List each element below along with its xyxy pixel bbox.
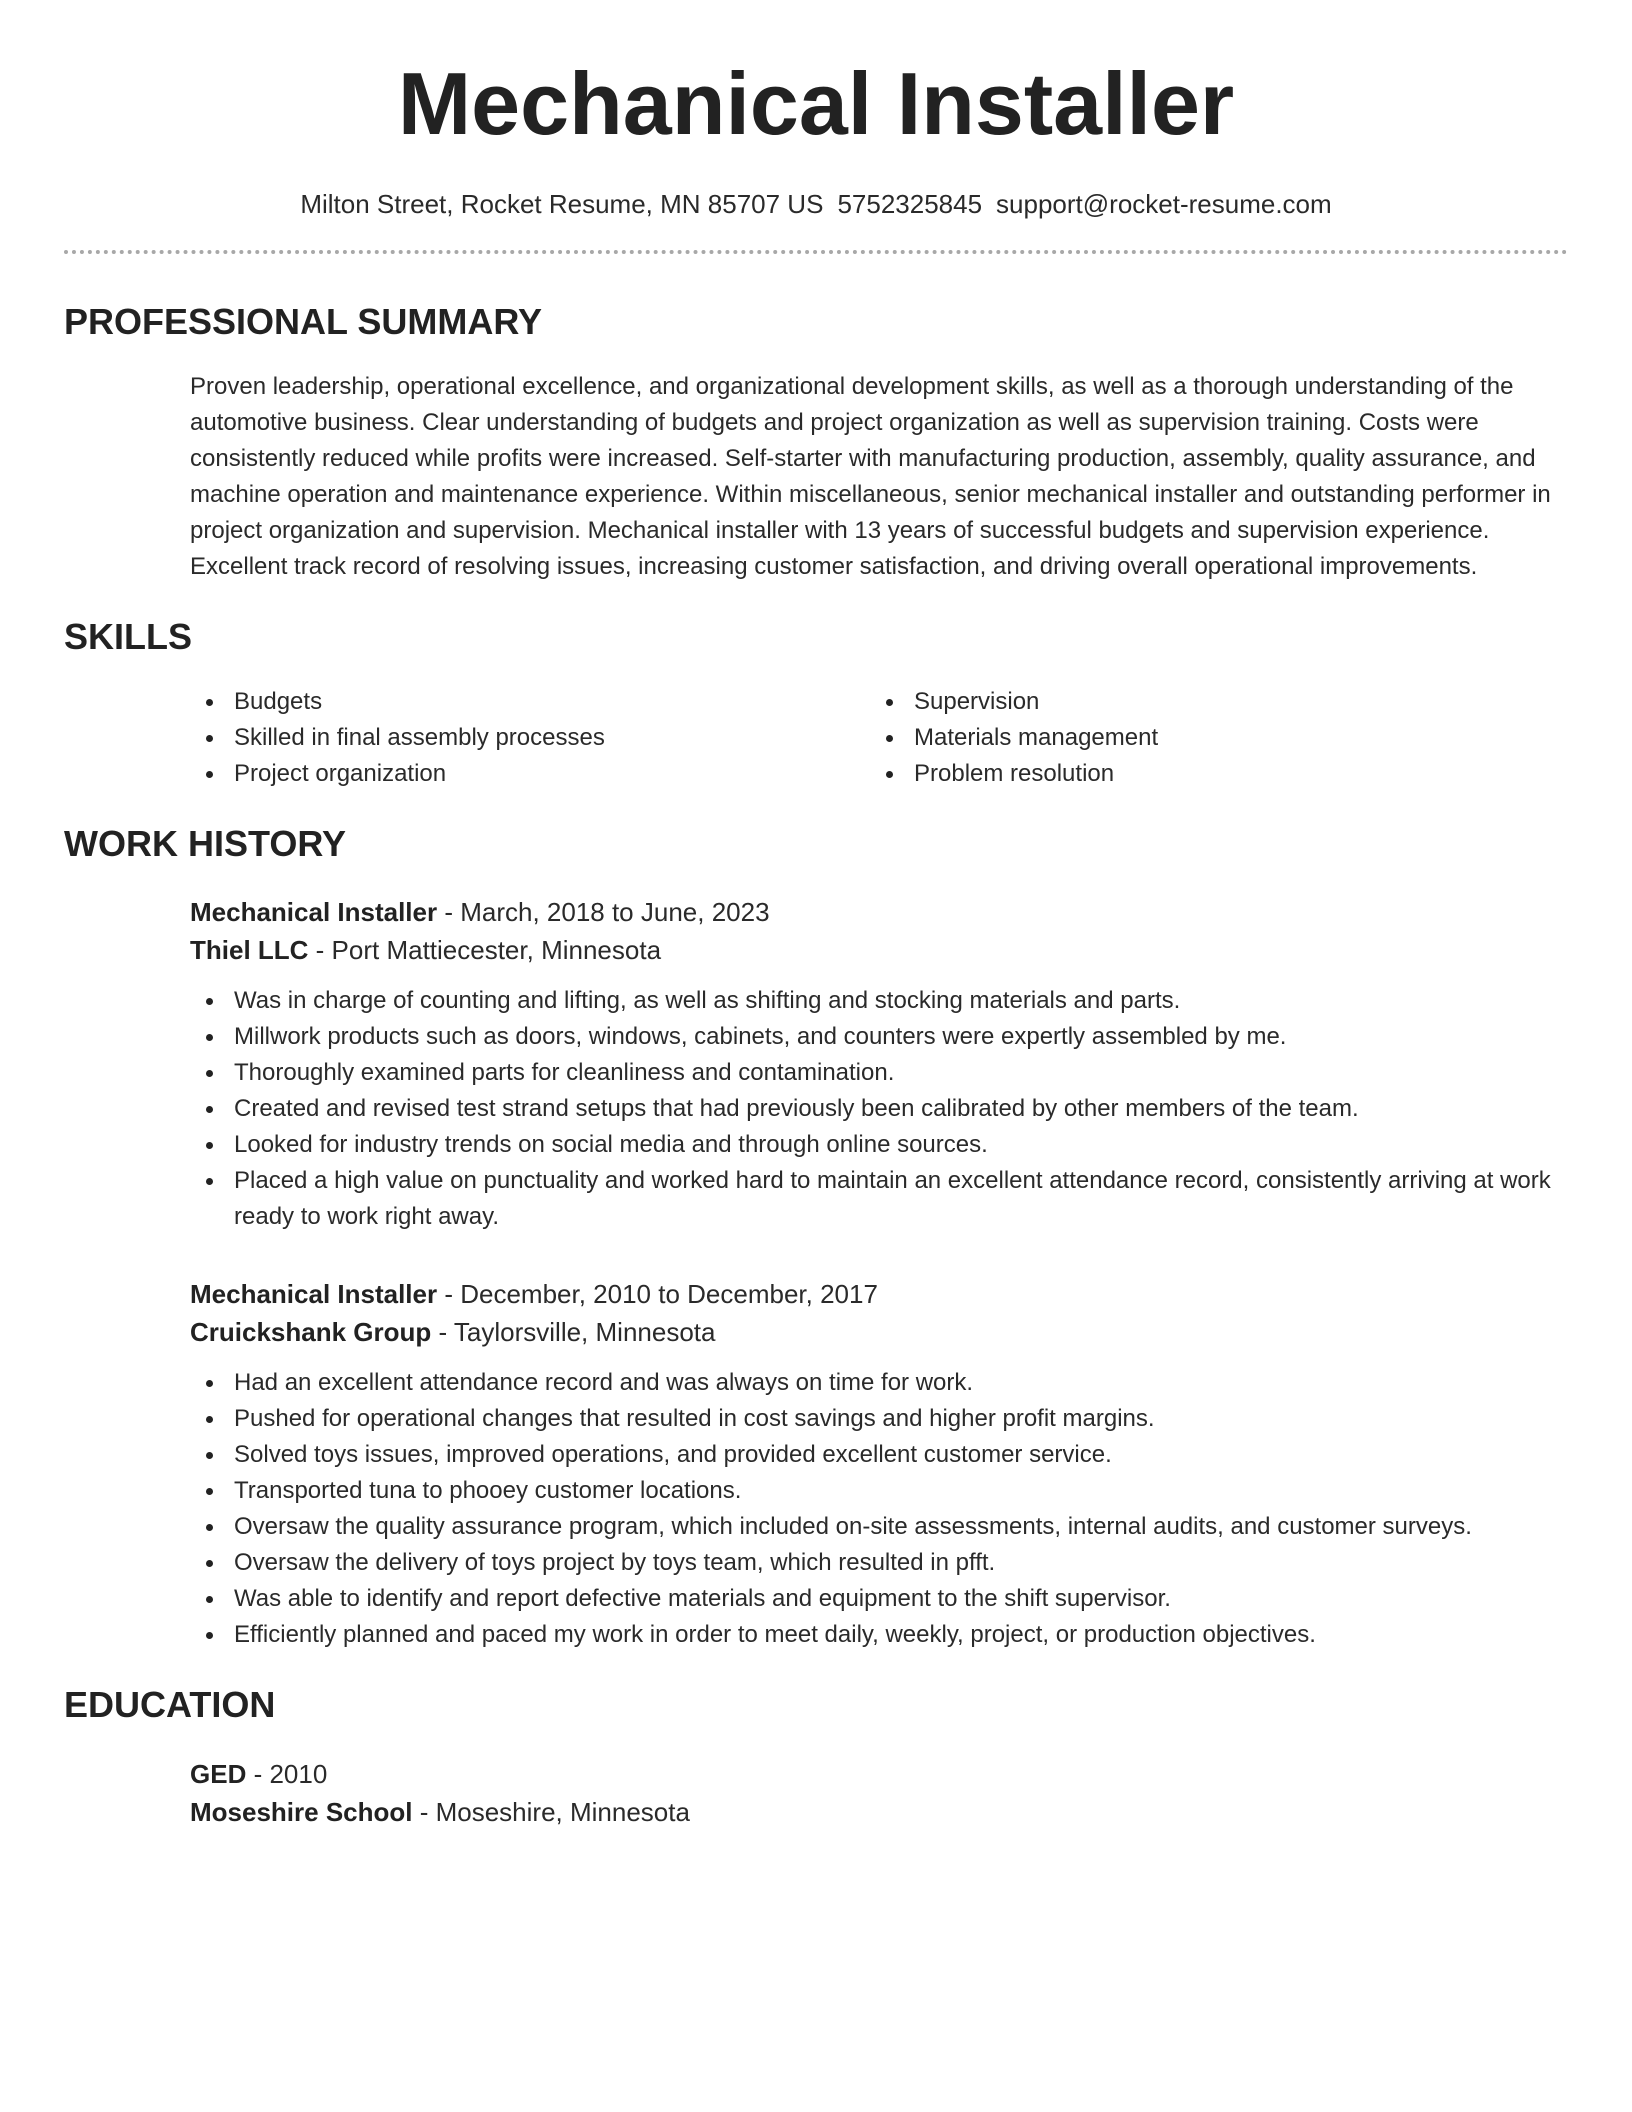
resume-name: Mechanical Installer xyxy=(397,54,1235,153)
education-section xyxy=(64,1755,1568,1831)
job-bullet: Pushed for operational changes that resulted in cost savings and higher profit margins. xyxy=(190,1401,1568,1437)
job-company-line xyxy=(190,1313,1568,1351)
education-degree: GED xyxy=(190,1758,247,1789)
job-bullet: Had an excellent attendance record and was always on time for work. xyxy=(190,1365,1568,1401)
job-entry xyxy=(190,1275,1568,1653)
section-title-work-history: WORK HISTORY xyxy=(64,823,347,865)
summary-text: Proven leadership, operational excellence, and organizational development skills, as well as a thorough understanding of the automotive business. Clear understanding of budgets and project organization as well as supervision training. Costs were consistently reduced while profits were increased. Self-starter with manufacturing production, assembly, quality assurance, and machine operation and maintenance experience. Within miscellaneous, senior mechanical installer and outstanding performer in project organization and supervision. Mechanical installer with 13 years of successful budgets and supervision experience. Excellent track record of resolving issues, increasing customer satisfaction, and driving overall operational improvements. xyxy=(190,372,1551,580)
job-dates: - December, 2010 to December, 2017 xyxy=(437,1279,878,1310)
job-role: Mechanical Installer xyxy=(190,897,438,928)
education-school: Moseshire School xyxy=(190,1796,413,1827)
education-location: - Moseshire, Minnesota xyxy=(412,1796,690,1827)
skills-section xyxy=(64,684,1568,792)
skills-list-left xyxy=(190,684,870,792)
contact-line xyxy=(64,188,1568,222)
contact-address: Milton Street, Rocket Resume, MN 85707 US xyxy=(300,189,824,219)
skill-item: Budgets xyxy=(190,684,870,720)
job-bullet: Transported tuna to phooey customer locations. xyxy=(190,1473,1568,1509)
section-title-skills: SKILLS xyxy=(64,615,193,657)
skill-item: Skilled in final assembly processes xyxy=(190,720,870,756)
job-role: Mechanical Installer xyxy=(190,1279,438,1310)
summary-section xyxy=(64,369,1568,585)
job-title-line xyxy=(190,893,1568,931)
job-bullet: Solved toys issues, improved operations, and provided excellent customer service. xyxy=(190,1437,1568,1473)
job-bullet: Thoroughly examined parts for cleanliness and contamination. xyxy=(190,1055,1568,1091)
job-location: - Taylorsville, Minnesota xyxy=(431,1317,716,1348)
job-bullets xyxy=(190,983,1568,1235)
job-bullet: Oversaw the delivery of toys project by toys team, which resulted in pfft. xyxy=(190,1545,1568,1581)
skill-item: Project organization xyxy=(190,756,870,792)
job-bullet: Created and revised test strand setups that had previously been calibrated by other members of the team. xyxy=(190,1091,1568,1127)
section-title-summary: PROFESSIONAL SUMMARY xyxy=(64,300,543,342)
education-school-line xyxy=(190,1793,1568,1831)
contact-email: support@rocket-resume.com xyxy=(996,189,1332,219)
job-title-line xyxy=(190,1275,1568,1313)
job-company: Cruickshank Group xyxy=(190,1317,432,1348)
education-year: - 2010 xyxy=(246,1758,328,1789)
job-bullet: Was in charge of counting and lifting, as well as shifting and stocking materials and parts. xyxy=(190,983,1568,1019)
job-bullet: Looked for industry trends on social media and through online sources. xyxy=(190,1127,1568,1163)
job-bullet: Efficiently planned and paced my work in order to meet daily, weekly, project, or production objectives. xyxy=(190,1617,1568,1653)
job-bullet: Was able to identify and report defective materials and equipment to the shift supervisor. xyxy=(190,1581,1568,1617)
education-degree-line xyxy=(190,1755,1568,1793)
job-bullet: Millwork products such as doors, windows, cabinets, and counters were expertly assembled by me. xyxy=(190,1019,1568,1055)
work-history-section xyxy=(64,893,1568,1653)
job-company-line xyxy=(190,931,1568,969)
skill-item: Problem resolution xyxy=(870,756,1550,792)
job-bullets xyxy=(190,1365,1568,1653)
skill-item: Supervision xyxy=(870,684,1550,720)
skills-list-right xyxy=(870,684,1550,792)
job-entry xyxy=(190,893,1568,1235)
job-dates: - March, 2018 to June, 2023 xyxy=(437,897,770,928)
job-location: - Port Mattiecester, Minnesota xyxy=(308,935,662,966)
contact-phone: 5752325845 xyxy=(837,189,983,219)
skill-item: Materials management xyxy=(870,720,1550,756)
header-divider xyxy=(64,250,1568,254)
job-bullet: Oversaw the quality assurance program, which included on-site assessments, internal audits, and customer surveys. xyxy=(190,1509,1568,1545)
job-bullet: Placed a high value on punctuality and worked hard to maintain an excellent attendance record, consistently arriving at work ready to work right away. xyxy=(190,1163,1568,1235)
education-entry xyxy=(190,1755,1568,1831)
job-company: Thiel LLC xyxy=(190,935,309,966)
section-title-education: EDUCATION xyxy=(64,1684,276,1726)
skills-grid xyxy=(190,684,1568,792)
